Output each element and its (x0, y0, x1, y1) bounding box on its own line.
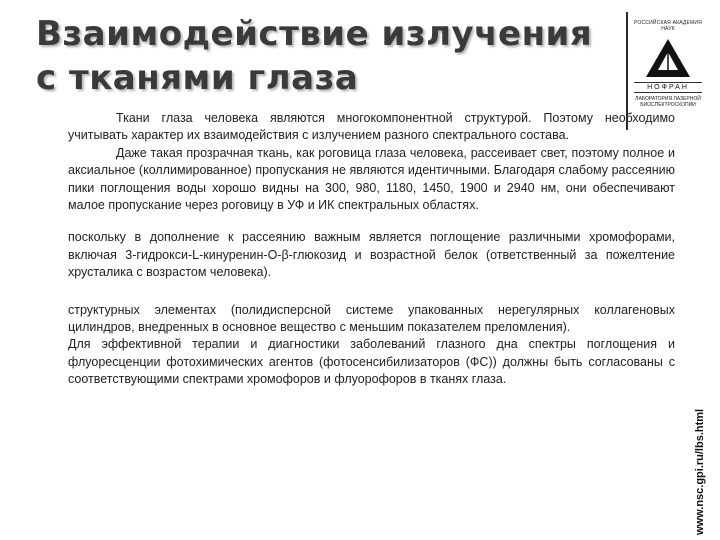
logo-name: НОФРАН (634, 82, 702, 93)
institute-logo (628, 14, 708, 114)
logo-lab-text: ЛАБОРАТОРИЯ ЛАЗЕРНОЙ БИОСПЕКТРОСКОПИИ (635, 96, 701, 108)
logo-org-text: РОССИЙСКАЯ АКАДЕМИЯ НАУК (633, 20, 703, 32)
body-paragraph-5: Для эффективной терапии и диагностики заболеваний глазного дна спектры поглощения и флуоресценции фотохимических агентов (фотосенсибилизаторов (ФС)) должны быть согласованы с соответствующими спектрами хромофоров и флуорофоров в тканях глаза. (68, 337, 675, 387)
body-paragraph-3: поскольку в дополнение к рассеянию важным является поглощение различными хромофорами, включая 3-гидрокси-L-кинуренин-O-β-глюкозид и возрастной белок (ответственный за пожелтение хрусталика с возрастом человека). (68, 230, 675, 280)
body-paragraph-2: Даже такая прозрачная ткань, как роговица глаза человека, рассеивает свет, поэтому полное и аксиальное (коллимированное) пропускания не являются идентичными. Благодаря слабому рассеянию пики поглощения воды хорошо видны на 300, 980, 1180, 1450, 1900 и 2940 нм, они обеспечивают малое пропускание через роговицу в УФ и ИК спектральных областях. (68, 145, 675, 213)
body-paragraph-1: Ткани глаза человека являются многокомпонентной структурой. Поэтому необходимо учитывать характер их взаимодействия с излучением разного спектрального состава. (68, 111, 675, 143)
side-url-link[interactable]: www.nsc.gpi.ru/lbs.html (694, 408, 706, 535)
slide-body (68, 110, 675, 389)
triangle-mountain-logo-icon (645, 38, 691, 78)
slide-title: Взаимодействие излучения с тканями глаза (36, 14, 593, 98)
body-paragraph-4: структурных элементах (полидисперсной системе упакованных нерегулярных коллагеновых цилиндров, внедренных в основное вещество с меньшим показателем преломления). (68, 302, 675, 335)
